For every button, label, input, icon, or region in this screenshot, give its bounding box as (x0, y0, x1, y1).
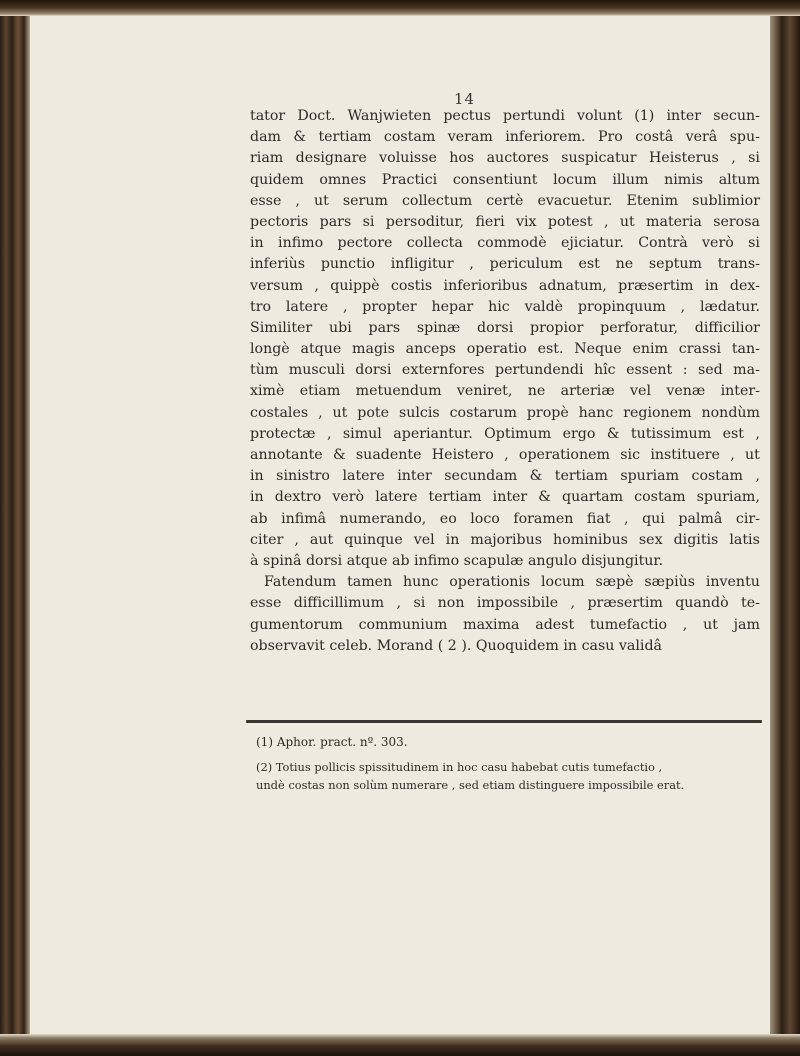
text-line: longè atque magis anceps operatio est. Neque enim crassi tan- (250, 341, 760, 358)
text-line: dam & tertiam costam veram inferiorem. Pro costâ verâ spu- (250, 129, 760, 146)
body-text (250, 106, 760, 657)
text-line: costales , ut pote sulcis costarum propè hanc regionem nondùm (250, 404, 760, 421)
text-line: quidem omnes Practici consentiunt locum illum nimis altum (250, 171, 760, 188)
footnotes (256, 732, 760, 794)
text-line: tro latere , propter hepar hic valdè propinquum , lædatur. (250, 298, 760, 315)
text-line: pectoris pars si persoditur, fieri vix potest , ut materia serosa (250, 213, 760, 230)
text-line: versum , quippè costis inferioribus adnatum, præsertim in dex- (250, 277, 760, 294)
footnote-2-line-2: undè costas non solùm numerare , sed etiam distinguere impossibile erat. (256, 778, 685, 792)
text-line: in infimo pectore collecta commodè ejiciatur. Contrà verò si (250, 235, 760, 252)
text-line: citer , aut quinque vel in majoribus hominibus sex digitis latis (250, 531, 760, 548)
text-line: in sinistro latere inter secundam & tertiam spuriam costam , (250, 468, 760, 485)
text-line: in dextro verò latere tertiam inter & quartam costam spuriam, (250, 489, 760, 506)
text-line: Similiter ubi pars spinæ dorsi propior perforatur, difficilior (250, 319, 760, 336)
text-line: Fatendum tamen hunc operationis locum sæpè sæpiùs inventu (264, 574, 760, 591)
text-line: protectæ , simul aperiantur. Optimum ergo & tutissimum est , (250, 425, 760, 442)
text-line: ximè etiam metuendum veniret, ne arteriæ vel venæ inter- (250, 383, 760, 400)
text-line: inferiùs punctio infligitur , periculum est ne septum trans- (250, 256, 760, 273)
footnote-2 (256, 758, 760, 794)
text-line: esse difficillimum , si non impossibile , præsertim quandò te- (250, 595, 760, 612)
text-line: gumentorum communium maxima adest tumefactio , ut jam (250, 616, 760, 633)
text-line: esse , ut serum collectum certè evacuetur. Etenim sublimior (250, 192, 760, 209)
text-line: ab infimâ numerando, eo loco foramen fiat , qui palmâ cir- (250, 510, 760, 527)
footnote-rule (246, 720, 762, 723)
page-number: 14 (454, 90, 476, 108)
footnote-2-line-1: (2) Totius pollicis spissitudinem in hoc casu habebat cutis tumefactio , (256, 760, 663, 774)
text-line: riam designare voluisse hos auctores suspicatur Heisterus , si (250, 150, 760, 167)
text-line: tator Doct. Wanjwieten pectus pertundi volunt (1) inter secun- (250, 108, 760, 124)
text-line: à spinâ dorsi atque ab infimo scapulæ angulo disjungitur. (250, 552, 664, 569)
scan-bottom-edge (0, 1034, 800, 1056)
text-line: annotante & suadente Heistero , operationem sic instituere , ut (250, 447, 760, 463)
text-line: observavit celeb. Morand ( 2 ). Quoquidem in casu validâ (250, 637, 662, 654)
scan-top-edge (0, 0, 800, 16)
footnote-1: (1) Aphor. pract. nº. 303. (256, 735, 408, 749)
text-line: tùm musculi dorsi externfores pertundendi hîc essent : sed ma- (250, 362, 760, 379)
